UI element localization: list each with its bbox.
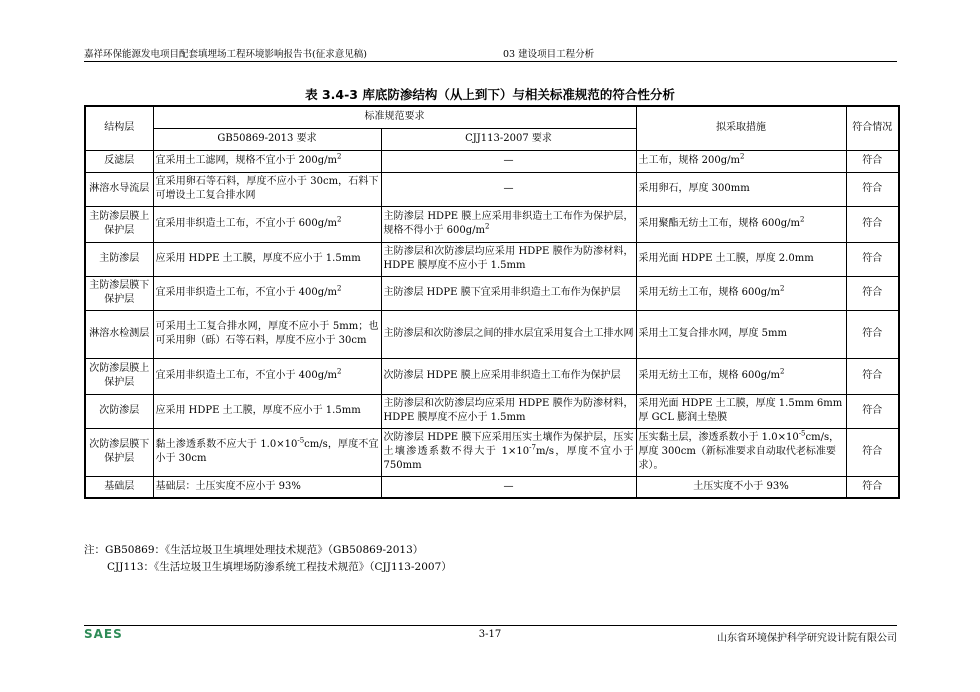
cell-structure-layer: 主防渗层膜上保护层 <box>85 206 153 242</box>
cell-gb-requirement-text: 可采用土工复合排水网，厚度不应小于 5mm；也可采用卵（砾）石等石料，厚度不应小于 30cm <box>155 321 379 346</box>
cell-cjj-requirement-text: 次防渗层 HDPE 膜下应采用压实土壤作为保护层，压实土壤渗透系数不得大于 1×10 <box>383 432 634 457</box>
cell-gb-requirement-text: 宜采用土工滤网，规格不宜小于 200g/m <box>155 155 338 166</box>
cell-compliance-status: 符合 <box>846 242 899 276</box>
cell-structure-layer: 次防渗层 <box>85 394 153 428</box>
cell-compliance-status: 符合 <box>846 172 899 206</box>
header-standards: 标准规范要求 <box>153 106 636 128</box>
cell-structure-layer: 次防渗层膜下保护层 <box>85 428 153 476</box>
cell-measure <box>636 172 846 206</box>
cell-cjj-requirement <box>381 358 636 394</box>
cell-cjj-requirement-text: 主防渗层 HDPE 膜下宜采用非织造土工布作为保护层 <box>383 287 621 298</box>
cell-measure-text: 采用无纺土工布，规格 600g/m <box>638 370 781 381</box>
cell-measure <box>636 428 846 476</box>
cell-cjj-requirement-superscript: 2 <box>485 222 490 231</box>
cell-measure-superscript: 2 <box>780 284 785 293</box>
header-section-title: 03 建设项目工程分析 <box>503 49 595 60</box>
cell-measure-text-continued: cm/s，厚度 300cm（新标准要求自动取代老标准要求）。 <box>638 432 840 471</box>
table-row <box>85 310 899 358</box>
compliance-table <box>84 105 900 499</box>
cell-measure <box>636 150 846 172</box>
cell-compliance-status: 符合 <box>846 310 899 358</box>
header-cjj-requirement: CJJ113-2007 要求 <box>381 128 636 150</box>
header-compliance: 符合情况 <box>846 106 899 150</box>
cell-gb-requirement-text-continued: cm/s，厚度不宜小于 30cm <box>155 439 379 464</box>
page-number: 3-17 <box>478 629 502 640</box>
cell-cjj-requirement-text: 主防渗层 HDPE 膜上应采用非织造土工布作为保护层，规格不得小于 600g/m <box>383 211 634 236</box>
cell-gb-requirement-superscript: 2 <box>337 152 342 161</box>
cell-measure-text: 采用卵石，厚度 300mm <box>638 183 750 194</box>
footer-divider <box>84 625 897 626</box>
header-measures: 拟采取措施 <box>636 106 846 150</box>
cell-measure <box>636 276 846 310</box>
cell-gb-requirement-superscript: -5 <box>297 436 305 445</box>
cell-cjj-requirement-text: 主防渗层和次防渗层均应采用 HDPE 膜作为防渗材料，HDPE 膜厚度不应小于 1.5mm <box>383 398 634 423</box>
company-logo: SAES <box>84 627 123 641</box>
cell-cjj-requirement-text: 次防渗层 HDPE 膜上应采用非织造土工布作为保护层 <box>383 370 621 381</box>
cell-gb-requirement-text: 宜采用非织造土工布，不宜小于 400g/m <box>155 287 338 298</box>
cell-cjj-requirement <box>381 206 636 242</box>
table-row <box>85 358 899 394</box>
cell-structure-layer: 淋溶水导流层 <box>85 172 153 206</box>
cell-measure <box>636 242 846 276</box>
cell-measure <box>636 310 846 358</box>
header-structure-layer: 结构层 <box>85 106 153 150</box>
footer-organization: 山东省环境保护科学研究设计院有限公司 <box>717 633 897 644</box>
table-row <box>85 150 899 172</box>
cell-cjj-requirement <box>381 150 636 172</box>
cell-gb-requirement-text: 黏土渗透系数不应大于 1.0×10 <box>155 439 298 450</box>
cell-gb-requirement-text: 基础层：土压实度不应小于 93% <box>155 480 301 492</box>
cell-measure <box>636 476 846 498</box>
cell-measure-text: 土压实度不小于 93% <box>693 480 789 492</box>
cell-cjj-requirement <box>381 476 636 498</box>
cell-measure-superscript: 2 <box>780 367 785 376</box>
cell-measure-text: 压实黏土层，渗透系数小于 1.0×10 <box>638 432 799 443</box>
table-caption: 表 3.4-3 库底防渗结构（从上到下）与相关标准规范的符合性分析 <box>305 87 675 102</box>
cell-measure-text: 采用无纺土工布，规格 600g/m <box>638 287 781 298</box>
cell-gb-requirement-superscript: 2 <box>337 367 342 376</box>
cell-gb-requirement <box>153 172 381 206</box>
cell-gb-requirement-text: 宜采用非织造土工布，不宜小于 600g/m <box>155 218 338 229</box>
cell-measure <box>636 394 846 428</box>
cell-cjj-requirement-text: — <box>503 155 514 166</box>
cell-structure-layer: 主防渗层膜下保护层 <box>85 276 153 310</box>
cell-gb-requirement <box>153 476 381 498</box>
table-notes <box>84 542 452 576</box>
cell-cjj-requirement <box>381 394 636 428</box>
cell-compliance-status: 符合 <box>846 476 899 498</box>
cell-gb-requirement <box>153 428 381 476</box>
cell-measure-text: 土工布，规格 200g/m <box>638 155 741 166</box>
cell-compliance-status: 符合 <box>846 394 899 428</box>
cell-gb-requirement <box>153 310 381 358</box>
cell-gb-requirement <box>153 150 381 172</box>
cell-compliance-status: 符合 <box>846 206 899 242</box>
cell-gb-requirement-text: 应采用 HDPE 土工膜，厚度不应小于 1.5mm <box>155 253 361 264</box>
table-body <box>85 150 899 498</box>
cell-gb-requirement-superscript: 2 <box>337 284 342 293</box>
cell-measure-superscript: 2 <box>740 152 745 161</box>
header-gb-requirement: GB50869-2013 要求 <box>153 128 381 150</box>
cell-cjj-requirement-superscript: -7 <box>529 443 536 452</box>
cell-compliance-status: 符合 <box>846 358 899 394</box>
cell-structure-layer: 淋溶水检测层 <box>85 310 153 358</box>
cell-structure-layer: 基础层 <box>85 476 153 498</box>
cell-measure-text: 采用光面 HDPE 土工膜，厚度 2.0mm <box>638 253 814 264</box>
cell-gb-requirement-text: 应采用 HDPE 土工膜，厚度不应小于 1.5mm <box>155 405 361 416</box>
cell-cjj-requirement <box>381 172 636 206</box>
cell-compliance-status: 符合 <box>846 428 899 476</box>
cell-measure-text: 采用土工复合排水网，厚度 5mm <box>638 328 788 339</box>
cell-cjj-requirement-text-continued: m/s，厚度不宜小于 750mm <box>383 446 634 471</box>
cell-gb-requirement-superscript: 2 <box>337 215 342 224</box>
note-gb: 注：GB50869：《生活垃圾卫生填埋处理技术规范》（GB50869-2013） <box>84 544 424 556</box>
table-row <box>85 242 899 276</box>
cell-gb-requirement <box>153 394 381 428</box>
cell-gb-requirement <box>153 242 381 276</box>
cell-measure-superscript: -5 <box>798 429 806 438</box>
table-row <box>85 394 899 428</box>
table-row <box>85 476 899 498</box>
table-row <box>85 276 899 310</box>
cell-gb-requirement-text: 宜采用卵石等石料，厚度不应小于 30cm，石料下可增设土工复合排水网 <box>155 176 379 201</box>
cell-measure <box>636 206 846 242</box>
cell-gb-requirement-text: 宜采用非织造土工布，不宜小于 400g/m <box>155 370 338 381</box>
header-document-title: 嘉祥环保能源发电项目配套填埋场工程环境影响报告书(征求意见稿) <box>84 49 367 60</box>
cell-measure-text: 采用聚酯无纺土工布，规格 600g/m <box>638 218 801 229</box>
cell-structure-layer: 次防渗层膜上保护层 <box>85 358 153 394</box>
note-cjj: CJJ113：《生活垃圾卫生填埋场防渗系统工程技术规范》（CJJ113-2007） <box>107 561 452 573</box>
cell-cjj-requirement <box>381 310 636 358</box>
table-row <box>85 206 899 242</box>
cell-gb-requirement <box>153 206 381 242</box>
cell-cjj-requirement-text: 主防渗层和次防渗层之间的排水层宜采用复合土工排水网 <box>383 328 634 339</box>
cell-cjj-requirement <box>381 242 636 276</box>
cell-cjj-requirement-text: — <box>503 183 514 194</box>
cell-cjj-requirement-text: 主防渗层和次防渗层均应采用 HDPE 膜作为防渗材料，HDPE 膜厚度不应小于 1.5mm <box>383 246 634 271</box>
cell-compliance-status: 符合 <box>846 276 899 310</box>
table-row <box>85 172 899 206</box>
header-divider <box>84 61 897 62</box>
cell-compliance-status: 符合 <box>846 150 899 172</box>
cell-measure-superscript: 2 <box>800 215 805 224</box>
cell-measure <box>636 358 846 394</box>
cell-gb-requirement <box>153 358 381 394</box>
cell-cjj-requirement-text: — <box>503 480 514 492</box>
cell-structure-layer: 主防渗层 <box>85 242 153 276</box>
cell-cjj-requirement <box>381 428 636 476</box>
cell-cjj-requirement <box>381 276 636 310</box>
cell-gb-requirement <box>153 276 381 310</box>
cell-structure-layer: 反滤层 <box>85 150 153 172</box>
table-row <box>85 428 899 476</box>
cell-measure-text: 采用光面 HDPE 土工膜，厚度 1.5mm 6mm 厚 GCL 膨润土垫膜 <box>638 398 843 423</box>
